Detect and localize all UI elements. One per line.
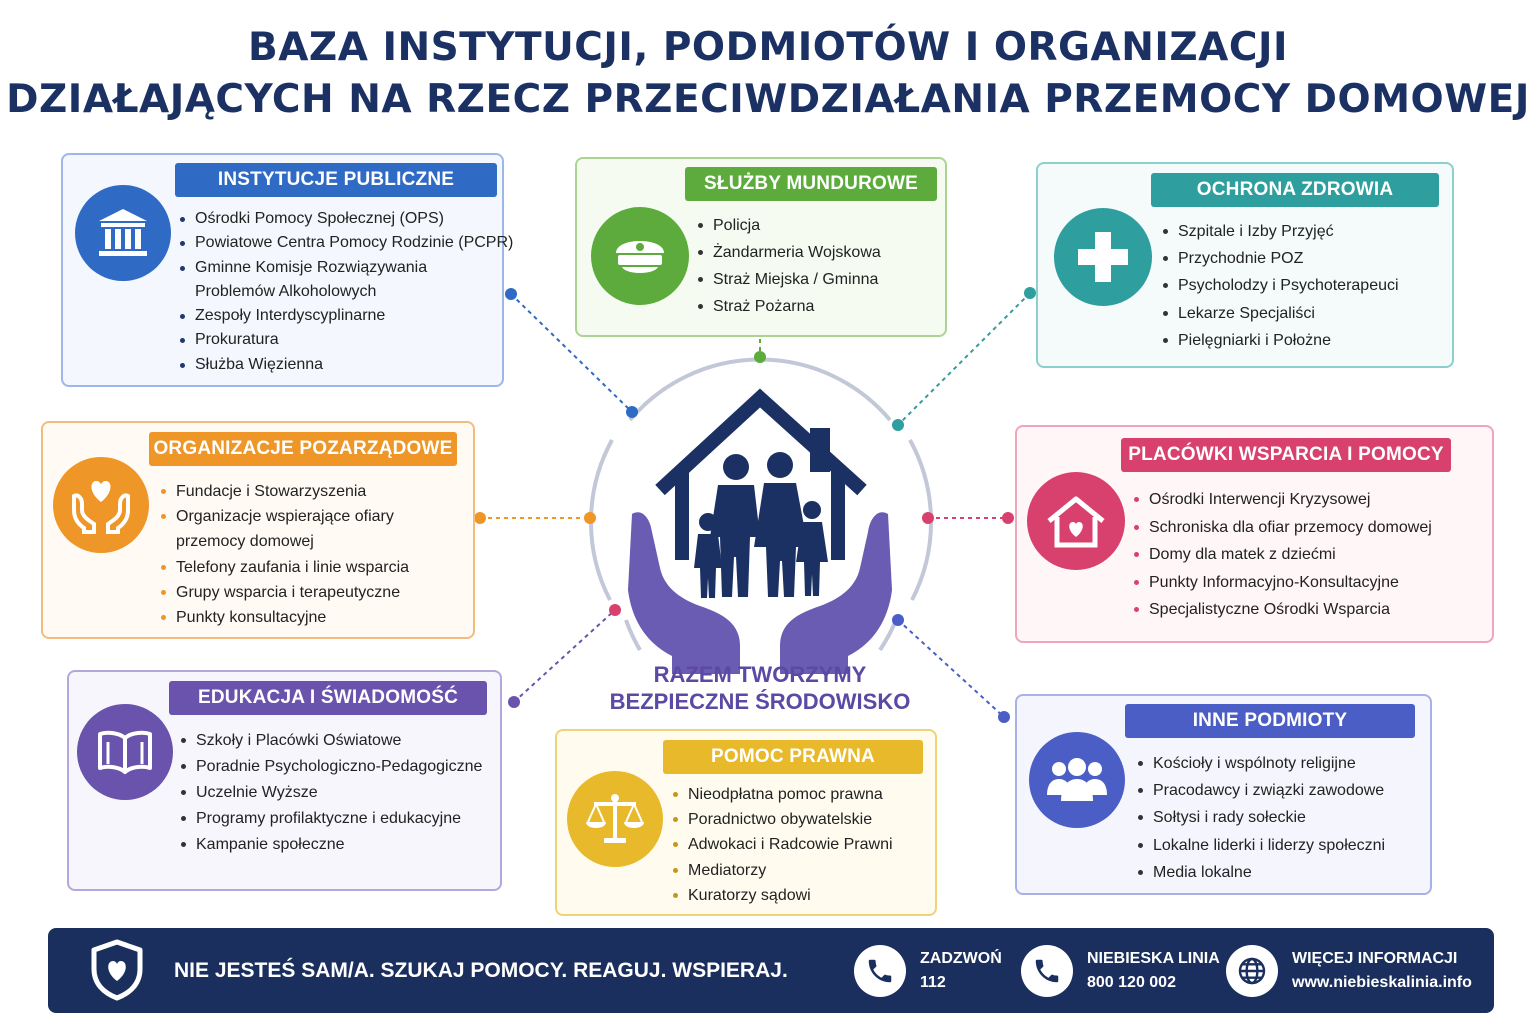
slogan-line-1: RAZEM TWORZYMY	[653, 662, 867, 687]
item-list	[1137, 750, 1385, 886]
scales-icon	[567, 771, 663, 867]
card-title: SŁUŻBY MUNDUROWE	[685, 167, 937, 201]
card-title: INSTYTUCJE PUBLICZNE	[175, 163, 497, 197]
card-title: PLACÓWKI WSPARCIA I POMOCY	[1121, 438, 1451, 472]
card-title: EDUKACJA I ŚWIADOMOŚĆ	[169, 681, 487, 715]
medical-cross-icon	[1054, 208, 1152, 306]
hotline-number: 800 120 002	[1087, 974, 1176, 991]
card-title: POMOC PRAWNA	[663, 740, 923, 774]
footer-message: NIE JESTEŚ SAM/A. SZUKAJ POMOCY. REAGUJ. WSPIERAJ.	[174, 959, 788, 982]
government-building-icon	[75, 185, 171, 281]
list-item: Sołtysi i rady sołeckie	[1137, 804, 1385, 831]
list-item: Programy profilaktyczne i edukacyjne	[180, 806, 482, 832]
list-item: Punkty konsultacyjne	[160, 605, 409, 630]
list-item: Lekarze Specjaliści	[1162, 300, 1399, 327]
shield-heart-icon	[90, 939, 144, 1006]
phone-icon	[854, 945, 906, 997]
info-url[interactable]: www.niebieskalinia.info	[1292, 974, 1472, 991]
card-organizacje-pozarzadowe	[41, 421, 475, 639]
list-item: Domy dla matek z dziećmi	[1133, 541, 1432, 569]
item-list	[160, 479, 409, 630]
slogan-line-2: BEZPIECZNE ŚRODOWISKO	[609, 689, 911, 714]
card-ochrona-zdrowia	[1036, 162, 1454, 368]
list-item: Kampanie społeczne	[180, 832, 482, 858]
list-item: Psycholodzy i Psychoterapeuci	[1162, 272, 1399, 299]
card-instytucje-publiczne	[61, 153, 514, 387]
list-item: Służba Więzienna	[179, 353, 513, 377]
info-label: WIĘCEJ INFORMACJI	[1292, 950, 1458, 967]
list-item: Straż Pożarna	[697, 293, 881, 320]
item-list	[1133, 486, 1432, 624]
family-icon	[694, 452, 828, 598]
list-item: Policja	[697, 212, 881, 239]
card-sluzby-mundurowe	[575, 157, 947, 337]
phone-icon	[1021, 945, 1073, 997]
list-item: Specjalistyczne Ośrodki Wsparcia	[1133, 596, 1432, 624]
list-item: Mediatorzy	[672, 858, 893, 883]
list-item: Gminne Komisje Rozwiązywania	[179, 256, 513, 280]
item-list	[697, 212, 881, 320]
list-item: Pracodawcy i związki zawodowe	[1137, 777, 1385, 804]
list-item: Kościoły i wspólnoty religijne	[1137, 750, 1385, 777]
card-title: INNE PODMIOTY	[1125, 704, 1415, 738]
list-item: Zespoły Interdyscyplinarne	[179, 304, 513, 328]
card-edukacja	[67, 670, 502, 891]
card-title: ORGANIZACJE POZARZĄDOWE	[149, 432, 457, 466]
card-placowki-wsparcia	[1015, 425, 1494, 643]
list-item: Prokuratura	[179, 328, 513, 352]
list-item: Ośrodki Interwencji Kryzysowej	[1133, 486, 1432, 514]
item-list	[180, 728, 482, 858]
title-line-2: DZIAŁAJĄCYCH NA RZECZ PRZECIWDZIAŁANIA PRZEMOCY DOMOWEJ	[6, 77, 1530, 122]
list-item: Ośrodki Pomocy Społecznej (OPS)	[179, 207, 513, 231]
title-line-1: BAZA INSTYTUCJI, PODMIOTÓW I ORGANIZACJI	[248, 25, 1288, 70]
list-item: Straż Miejska / Gminna	[697, 266, 881, 293]
list-item: Uczelnie Wyższe	[180, 780, 482, 806]
list-item: Przychodnie POZ	[1162, 245, 1399, 272]
open-book-icon	[77, 704, 173, 800]
list-item: Szkoły i Placówki Oświatowe	[180, 728, 482, 754]
list-item: Punkty Informacyjno-Konsultacyjne	[1133, 569, 1432, 597]
footer-banner	[48, 928, 1494, 1013]
list-item-continuation: przemocy domowej	[176, 533, 314, 551]
police-cap-icon	[591, 207, 689, 305]
list-item: Grupy wsparcia i terapeutyczne	[160, 580, 409, 605]
list-item: Media lokalne	[1137, 859, 1385, 886]
list-item: Powiatowe Centra Pomocy Rodzinie (PCPR)	[179, 231, 513, 255]
slogan	[560, 661, 960, 715]
list-item: Organizacje wspierające ofiary	[160, 504, 409, 529]
list-item: Lokalne liderki i liderzy społeczni	[1137, 832, 1385, 859]
list-item: Żandarmeria Wojskowa	[697, 239, 881, 266]
list-item: Fundacje i Stowarzyszenia	[160, 479, 409, 504]
list-item: Kuratorzy sądowi	[672, 883, 893, 908]
card-title: OCHRONA ZDROWIA	[1151, 173, 1439, 207]
list-item: Poradnictwo obywatelskie	[672, 807, 893, 832]
list-item: Pielęgniarki i Położne	[1162, 327, 1399, 354]
list-item: Telefony zaufania i linie wsparcia	[160, 555, 409, 580]
item-list	[672, 782, 893, 908]
list-item: Schroniska dla ofiar przemocy domowej	[1133, 514, 1432, 542]
list-item: Nieodpłatna pomoc prawna	[672, 782, 893, 807]
list-item: Szpitale i Izby Przyjęć	[1162, 218, 1399, 245]
card-pomoc-prawna	[555, 729, 937, 916]
hotline-label: NIEBIESKA LINIA	[1087, 950, 1220, 967]
people-group-icon	[1029, 732, 1125, 828]
list-item-continuation: Problemów Alkoholowych	[195, 282, 377, 300]
item-list	[1162, 218, 1399, 354]
globe-icon	[1226, 945, 1278, 997]
house-heart-icon	[1027, 472, 1125, 570]
card-inne-podmioty	[1015, 694, 1432, 895]
item-list	[179, 207, 513, 377]
call-label: ZADZWOŃ	[920, 950, 1002, 967]
list-item: Adwokaci i Radcowie Prawni	[672, 832, 893, 857]
call-number: 112	[920, 974, 946, 991]
list-item: Poradnie Psychologiczno-Pedagogiczne	[180, 754, 482, 780]
hands-heart-icon	[53, 457, 149, 553]
